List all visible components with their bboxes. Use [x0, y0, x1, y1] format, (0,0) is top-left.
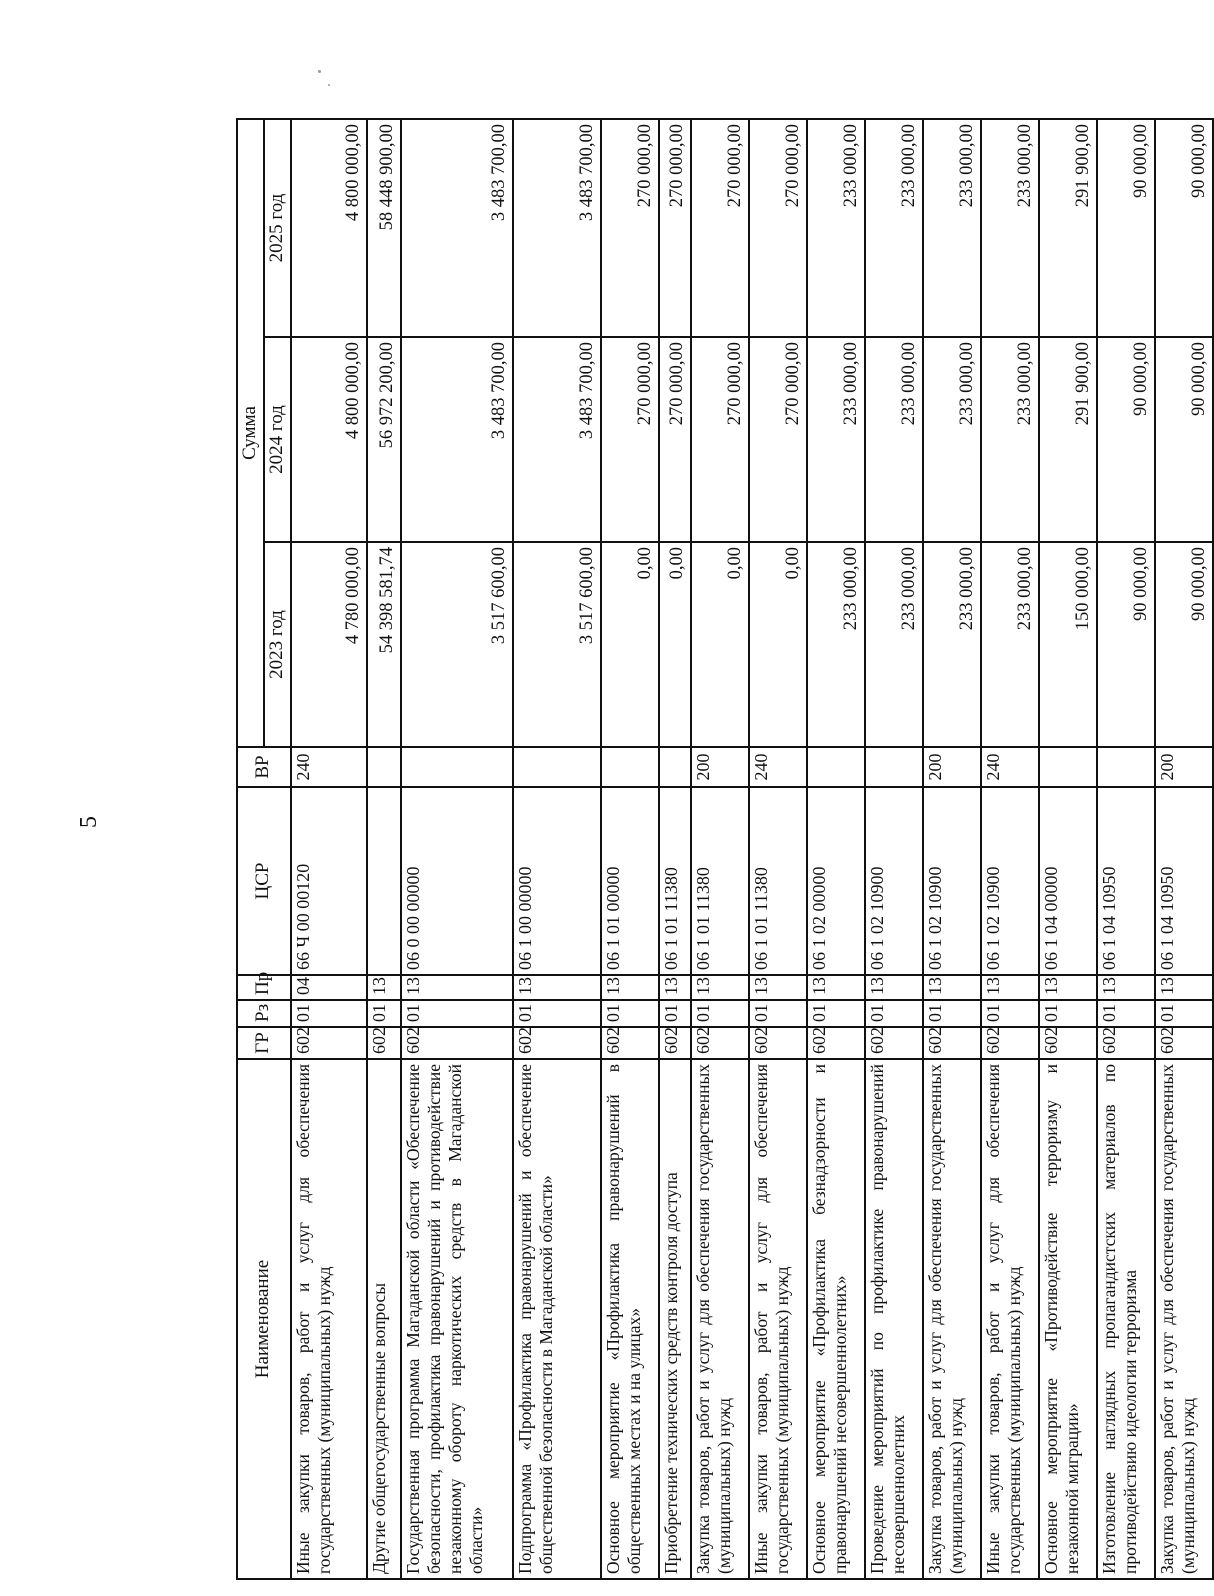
cell-y2024: 3 483 700,00 — [401, 337, 513, 542]
cell-y2024: 233 000,00 — [923, 337, 981, 542]
header-csr: ЦСР — [237, 787, 291, 975]
table-row — [1097, 119, 1155, 1579]
cell-name: Иные закупки товаров, работ и услуг для обеспечения государственных (муниципальных) нужд — [749, 1059, 807, 1579]
cell-name: Проведение мероприятий по профилактике правонарушений несовершеннолетних — [865, 1059, 923, 1579]
cell-pr: 13 — [601, 975, 659, 1000]
table-row — [367, 119, 401, 1579]
cell-csr: 06 1 02 00000 — [807, 787, 865, 975]
table-row — [807, 119, 865, 1579]
cell-gr: 602 — [291, 1027, 367, 1059]
header-sum: Сумма — [237, 119, 264, 747]
cell-rz: 01 — [1097, 1000, 1155, 1027]
cell-y2024: 233 000,00 — [865, 337, 923, 542]
cell-pr: 13 — [865, 975, 923, 1000]
cell-rz: 01 — [401, 1000, 513, 1027]
cell-rz: 01 — [807, 1000, 865, 1027]
cell-y2024: 90 000,00 — [1155, 337, 1213, 542]
cell-csr: 06 1 04 10950 — [1155, 787, 1213, 975]
table-row — [401, 119, 513, 1579]
scan-speck — [328, 84, 330, 86]
cell-csr: 06 1 01 11380 — [659, 787, 691, 975]
cell-y2024: 90 000,00 — [1097, 337, 1155, 542]
cell-rz: 01 — [1039, 1000, 1097, 1027]
header-year-2025: 2025 год — [264, 119, 291, 337]
cell-name: Основное мероприятие «Противодействие терроризму и незаконной миграции» — [1039, 1059, 1097, 1579]
table-row — [659, 119, 691, 1579]
cell-vr — [1039, 747, 1097, 787]
cell-vr: 200 — [1155, 747, 1213, 787]
cell-csr — [367, 787, 401, 975]
cell-y2023: 90 000,00 — [1155, 542, 1213, 747]
cell-y2024: 56 972 200,00 — [367, 337, 401, 542]
cell-pr: 13 — [923, 975, 981, 1000]
cell-pr: 13 — [691, 975, 749, 1000]
cell-y2023: 0,00 — [691, 542, 749, 747]
cell-rz: 01 — [923, 1000, 981, 1027]
cell-csr: 06 1 02 10900 — [981, 787, 1039, 975]
cell-pr: 13 — [1039, 975, 1097, 1000]
cell-vr — [401, 747, 513, 787]
cell-y2025: 3 483 700,00 — [401, 119, 513, 337]
cell-y2023: 0,00 — [749, 542, 807, 747]
cell-name: Другие общегосударственные вопросы — [367, 1059, 401, 1579]
cell-pr: 13 — [807, 975, 865, 1000]
cell-rz: 01 — [981, 1000, 1039, 1027]
cell-gr: 602 — [513, 1027, 601, 1059]
cell-csr: 06 1 01 11380 — [749, 787, 807, 975]
cell-y2023: 3 517 600,00 — [401, 542, 513, 747]
rotated-table-container — [236, 120, 1210, 1580]
cell-csr: 06 1 02 10900 — [923, 787, 981, 975]
cell-y2023: 54 398 581,74 — [367, 542, 401, 747]
cell-gr: 602 — [1155, 1027, 1213, 1059]
table-row — [865, 119, 923, 1579]
cell-rz: 01 — [659, 1000, 691, 1027]
cell-gr: 602 — [807, 1027, 865, 1059]
table-body — [291, 119, 1213, 1579]
cell-y2023: 150 000,00 — [1039, 542, 1097, 747]
cell-y2025: 90 000,00 — [1097, 119, 1155, 337]
cell-gr: 602 — [1039, 1027, 1097, 1059]
cell-pr: 04 — [291, 975, 367, 1000]
cell-y2024: 233 000,00 — [807, 337, 865, 542]
cell-name: Закупка товаров, работ и услуг для обеспечения государственных (муниципальных) нужд — [1155, 1059, 1213, 1579]
page-number: 5 — [76, 816, 102, 828]
cell-gr: 602 — [981, 1027, 1039, 1059]
cell-y2025: 233 000,00 — [923, 119, 981, 337]
cell-y2025: 233 000,00 — [865, 119, 923, 337]
table-row — [981, 119, 1039, 1579]
cell-gr: 602 — [659, 1027, 691, 1059]
cell-y2025: 270 000,00 — [601, 119, 659, 337]
cell-name: Иные закупки товаров, работ и услуг для обеспечения государственных (муниципальных) нужд — [291, 1059, 367, 1579]
cell-csr: 06 1 04 00000 — [1039, 787, 1097, 975]
cell-y2025: 4 800 000,00 — [291, 119, 367, 337]
cell-vr — [513, 747, 601, 787]
cell-y2025: 90 000,00 — [1155, 119, 1213, 337]
table-row — [691, 119, 749, 1579]
cell-y2025: 291 900,00 — [1039, 119, 1097, 337]
cell-vr — [1097, 747, 1155, 787]
cell-pr: 13 — [659, 975, 691, 1000]
cell-y2024: 3 483 700,00 — [513, 337, 601, 542]
cell-vr: 240 — [291, 747, 367, 787]
cell-y2023: 233 000,00 — [981, 542, 1039, 747]
cell-rz: 01 — [749, 1000, 807, 1027]
cell-name: Основное мероприятие «Профилактика безнадзорности и правонарушений несовершеннолетних» — [807, 1059, 865, 1579]
header-year-2024: 2024 год — [264, 337, 291, 542]
header-row-1 — [237, 119, 264, 1579]
table-row — [601, 119, 659, 1579]
cell-gr: 602 — [401, 1027, 513, 1059]
cell-name: Изготовление наглядных пропагандистских материалов по противодействию идеологии терроризма — [1097, 1059, 1155, 1579]
header-year-2023: 2023 год — [264, 542, 291, 747]
cell-y2025: 270 000,00 — [749, 119, 807, 337]
cell-vr — [659, 747, 691, 787]
cell-y2025: 270 000,00 — [691, 119, 749, 337]
cell-rz: 01 — [291, 1000, 367, 1027]
cell-name: Подпрограмма «Профилактика правонарушений и обеспечение общественной безопасности в Магаданской области» — [513, 1059, 601, 1579]
cell-y2024: 270 000,00 — [691, 337, 749, 542]
cell-vr: 240 — [749, 747, 807, 787]
cell-vr: 240 — [981, 747, 1039, 787]
cell-vr — [865, 747, 923, 787]
header-gr: ГР — [237, 1027, 291, 1059]
cell-rz: 01 — [367, 1000, 401, 1027]
cell-y2024: 291 900,00 — [1039, 337, 1097, 542]
cell-gr: 602 — [749, 1027, 807, 1059]
cell-pr: 13 — [749, 975, 807, 1000]
budget-table — [236, 118, 1214, 1580]
cell-y2024: 270 000,00 — [601, 337, 659, 542]
cell-y2023: 0,00 — [601, 542, 659, 747]
cell-y2023: 4 780 000,00 — [291, 542, 367, 747]
cell-y2024: 270 000,00 — [749, 337, 807, 542]
table-row — [1155, 119, 1213, 1579]
cell-gr: 602 — [691, 1027, 749, 1059]
cell-pr: 13 — [1097, 975, 1155, 1000]
cell-gr: 602 — [923, 1027, 981, 1059]
table-row — [1039, 119, 1097, 1579]
header-name: Наименование — [237, 1059, 291, 1579]
cell-pr: 13 — [981, 975, 1039, 1000]
cell-gr: 602 — [601, 1027, 659, 1059]
cell-vr — [601, 747, 659, 787]
cell-name: Закупка товаров, работ и услуг для обеспечения государственных (муниципальных) нужд — [923, 1059, 981, 1579]
cell-y2025: 58 448 900,00 — [367, 119, 401, 337]
cell-vr: 200 — [923, 747, 981, 787]
cell-pr: 13 — [367, 975, 401, 1000]
cell-gr: 602 — [865, 1027, 923, 1059]
table-row — [923, 119, 981, 1579]
cell-gr: 602 — [1097, 1027, 1155, 1059]
cell-rz: 01 — [601, 1000, 659, 1027]
cell-csr: 06 1 04 10950 — [1097, 787, 1155, 975]
cell-y2024: 233 000,00 — [981, 337, 1039, 542]
cell-y2025: 3 483 700,00 — [513, 119, 601, 337]
cell-rz: 01 — [865, 1000, 923, 1027]
header-rz: Рз — [237, 1000, 291, 1027]
cell-csr: 06 1 00 00000 — [513, 787, 601, 975]
cell-pr: 13 — [401, 975, 513, 1000]
table-row — [513, 119, 601, 1579]
cell-y2023: 0,00 — [659, 542, 691, 747]
cell-pr: 13 — [1155, 975, 1213, 1000]
cell-y2024: 4 800 000,00 — [291, 337, 367, 542]
cell-csr: 06 1 01 11380 — [691, 787, 749, 975]
cell-name: Основное мероприятие «Профилактика правонарушений в общественных местах и на улицах» — [601, 1059, 659, 1579]
cell-csr: 06 0 00 00000 — [401, 787, 513, 975]
cell-gr: 602 — [367, 1027, 401, 1059]
cell-csr: 66 Ч 00 00120 — [291, 787, 367, 975]
cell-rz: 01 — [691, 1000, 749, 1027]
cell-y2023: 233 000,00 — [923, 542, 981, 747]
cell-y2025: 233 000,00 — [807, 119, 865, 337]
cell-csr: 06 1 02 10900 — [865, 787, 923, 975]
cell-name: Государственная программа Магаданской области «Обеспечение безопасности, профилактика правонарушений и противодействие незаконному обороту наркотических средств в Магаданской области» — [401, 1059, 513, 1579]
cell-csr: 06 1 01 00000 — [601, 787, 659, 975]
cell-vr — [367, 747, 401, 787]
cell-y2025: 233 000,00 — [981, 119, 1039, 337]
cell-name: Закупка товаров, работ и услуг для обеспечения государственных (муниципальных) нужд — [691, 1059, 749, 1579]
table-row — [291, 119, 367, 1579]
cell-y2023: 90 000,00 — [1097, 542, 1155, 747]
cell-rz: 01 — [513, 1000, 601, 1027]
cell-y2023: 233 000,00 — [807, 542, 865, 747]
header-vr: ВР — [237, 747, 291, 787]
header-pr: Пр — [237, 975, 291, 1000]
cell-y2025: 270 000,00 — [659, 119, 691, 337]
cell-pr: 13 — [513, 975, 601, 1000]
cell-y2023: 3 517 600,00 — [513, 542, 601, 747]
cell-y2023: 233 000,00 — [865, 542, 923, 747]
cell-y2024: 270 000,00 — [659, 337, 691, 542]
cell-name: Приобретение технических средств контроля доступа — [659, 1059, 691, 1579]
scan-speck — [318, 70, 321, 73]
cell-vr — [807, 747, 865, 787]
table-row — [749, 119, 807, 1579]
cell-vr: 200 — [691, 747, 749, 787]
cell-rz: 01 — [1155, 1000, 1213, 1027]
cell-name: Иные закупки товаров, работ и услуг для обеспечения государственных (муниципальных) нужд — [981, 1059, 1039, 1579]
